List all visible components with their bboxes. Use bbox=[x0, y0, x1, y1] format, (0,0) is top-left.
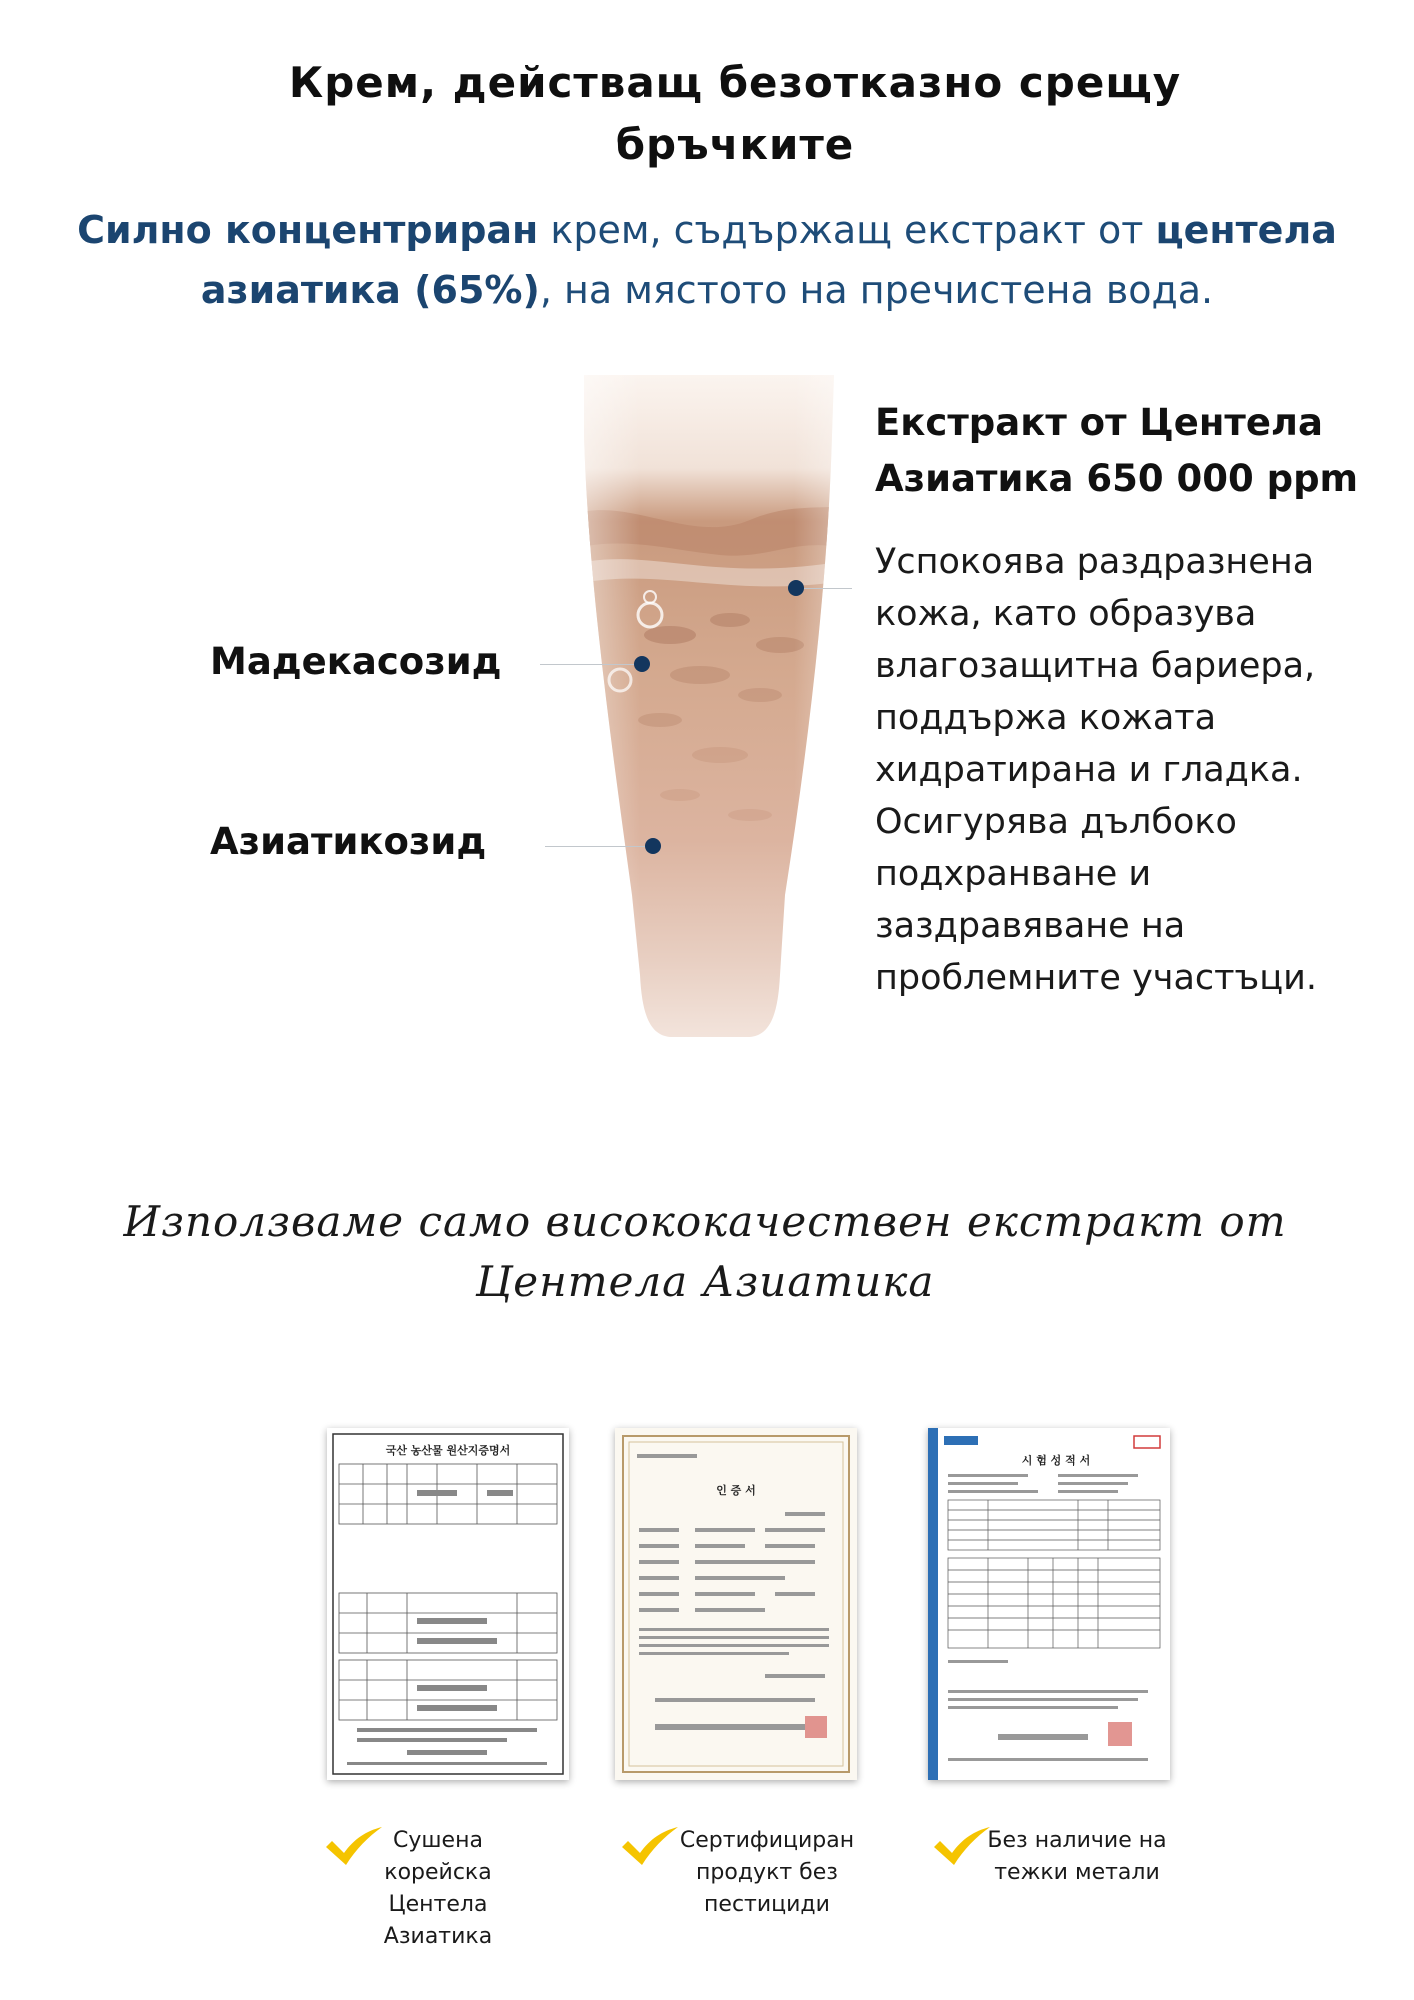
label-asiaticoside: Азиатикозид bbox=[210, 820, 487, 863]
certificate-1-title: 국산 농산물 원산지증명서 bbox=[385, 1444, 511, 1457]
subtitle-bold-centella: центела азиатика (65%) bbox=[200, 208, 1337, 312]
certificate-3-title: 시 험 성 적 서 bbox=[1021, 1454, 1091, 1467]
label-madecassoside: Мадекасозид bbox=[210, 640, 502, 683]
subtitle-bold-concentrated: Силно концентриран bbox=[77, 208, 539, 252]
certificate-organic-document bbox=[615, 1428, 857, 1780]
extract-description: Успокоява раздразнена кожа, като образува влагозащитна бариера, поддържа кожата хидратирана и гладка. Осигурява дълбоко подхранване и заздравяване на проблемните участъци. bbox=[875, 542, 1317, 998]
page-title: Крем, действащ безотказно срещу бръчките bbox=[288, 58, 1182, 169]
leader-line-asiaticoside bbox=[545, 846, 650, 847]
certificate-origin-document bbox=[327, 1428, 569, 1780]
quality-heading: Използваме само висококачествен екстракт от Центела Азиатика bbox=[123, 1197, 1287, 1306]
subtitle-text-2: , на мястото на пречистена вода. bbox=[539, 268, 1214, 312]
certificate-test-report-document bbox=[928, 1428, 1170, 1780]
caption-no-heavy-metals: Без наличие на тежки метали bbox=[987, 1828, 1167, 1885]
certificate-2-title: 인 증 서 bbox=[716, 1484, 756, 1497]
caption-dried-centella: Сушена корейска Центела Азиатика bbox=[383, 1828, 493, 1949]
check-icon bbox=[620, 1825, 680, 1869]
leader-line-extract bbox=[800, 588, 852, 589]
leader-line-madecassoside bbox=[540, 664, 640, 665]
marker-dot-madecassoside bbox=[634, 656, 650, 672]
extract-title: Екстракт от Центела Азиатика 650 000 ppm bbox=[875, 401, 1359, 500]
page-subtitle bbox=[60, 200, 1354, 320]
marker-dot-asiaticoside bbox=[645, 838, 661, 854]
marker-dot-extract bbox=[788, 580, 804, 596]
caption-pesticide-free: Сертифициран продукт без пестициди bbox=[679, 1828, 855, 1917]
cream-tube-image bbox=[570, 375, 850, 1040]
subtitle-text-1: крем, съдържащ екстракт от bbox=[538, 208, 1156, 252]
